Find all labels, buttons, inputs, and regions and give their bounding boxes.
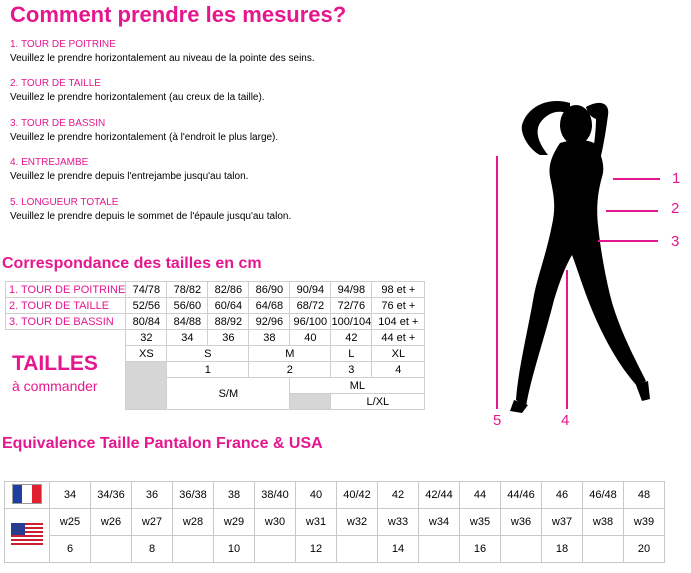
- cell: 82/86: [208, 282, 249, 298]
- cell: 60/64: [208, 298, 249, 314]
- cell: w25: [50, 509, 91, 536]
- cell: w39: [624, 509, 665, 536]
- figure-number-4: 4: [561, 412, 570, 429]
- commander-label: à commander: [12, 378, 98, 394]
- cell: 32: [126, 330, 167, 346]
- cell: 6: [50, 536, 91, 563]
- cell: [501, 536, 542, 563]
- cell: 40: [290, 330, 331, 346]
- cell: 76 et +: [372, 298, 425, 314]
- cell: XS: [126, 346, 167, 362]
- cell: 8: [132, 536, 173, 563]
- cell: 100/104: [331, 315, 372, 328]
- cell: 104 et +: [372, 314, 425, 330]
- cell: 34: [167, 330, 208, 346]
- measure-5: [10, 196, 291, 224]
- cell: w28: [173, 509, 214, 536]
- table-row: [6, 330, 425, 346]
- cell: w37: [542, 509, 583, 536]
- flag-cell: [5, 509, 50, 563]
- cell: 40/42: [337, 482, 378, 509]
- measure-heading: 5. LONGUEUR TOTALE: [10, 197, 119, 208]
- cell: 20: [624, 536, 665, 563]
- size-table-title: Correspondance des tailles en cm: [2, 255, 262, 272]
- cell: 52/56: [126, 298, 167, 314]
- cell: w32: [337, 509, 378, 536]
- cell: 38: [249, 330, 290, 346]
- measure-text: Veuillez le prendre horizontalement au niveau de la pointe des seins.: [10, 53, 315, 64]
- row-label: 1. TOUR DE POITRINE: [6, 282, 126, 298]
- cell: 90/94: [290, 282, 331, 298]
- cell: L: [331, 346, 372, 362]
- cell: 64/68: [249, 298, 290, 314]
- cell: 2: [249, 362, 331, 378]
- figure-number-5: 5: [493, 412, 502, 429]
- usa-flag-icon: [11, 523, 43, 545]
- measure-3: [10, 117, 278, 145]
- cell: 34/36: [91, 482, 132, 509]
- cell: w36: [501, 509, 542, 536]
- cell: w27: [132, 509, 173, 536]
- cell: 68/72: [290, 298, 331, 314]
- row-label: 2. TOUR DE TAILLE: [6, 298, 126, 314]
- cell: 44/46: [501, 482, 542, 509]
- table-row: [6, 314, 425, 330]
- cell: [91, 536, 132, 563]
- figure-number-1: 1: [672, 170, 681, 187]
- cell: 98 et +: [372, 282, 425, 298]
- cell: 36: [208, 330, 249, 346]
- cell: w33: [378, 509, 419, 536]
- equivalence-title: Equivalence Taille Pantalon France & USA: [2, 435, 323, 452]
- cell: 18: [542, 536, 583, 563]
- cell: 94/98: [331, 282, 372, 298]
- figure-body: [516, 140, 646, 407]
- cell: 44: [460, 482, 501, 509]
- figure-number-3: 3: [671, 233, 680, 250]
- cell: w38: [583, 509, 624, 536]
- measure-heading: 3. TOUR DE BASSIN: [10, 118, 106, 129]
- cell: w35: [460, 509, 501, 536]
- flag-cell: [5, 482, 50, 509]
- cell: 56/60: [167, 298, 208, 314]
- cell: L/XL: [331, 394, 425, 410]
- cell: 1: [167, 362, 249, 378]
- cell: 86/90: [249, 282, 290, 298]
- cell: 40: [296, 482, 337, 509]
- measure-line-1: [613, 178, 660, 180]
- cell: 46: [542, 482, 583, 509]
- cell: 84/88: [167, 314, 208, 330]
- cell: 38/40: [255, 482, 296, 509]
- cell: w30: [255, 509, 296, 536]
- cell: 38: [214, 482, 255, 509]
- measure-1: [10, 38, 315, 66]
- cell: 78/82: [167, 282, 208, 298]
- measure-text: Veuillez le prendre depuis le sommet de l'épaule jusqu'au talon.: [10, 211, 292, 222]
- cell: 14: [378, 536, 419, 563]
- table-row-usa-numeric: [5, 536, 665, 563]
- cell: [419, 536, 460, 563]
- cell: [126, 362, 167, 410]
- measure-text: Veuillez le prendre horizontalement (à l'endroit le plus large).: [10, 132, 279, 143]
- cell: w31: [296, 509, 337, 536]
- cell: 42: [378, 482, 419, 509]
- row-label: 3. TOUR DE BASSIN: [6, 314, 126, 330]
- cell: [337, 536, 378, 563]
- measure-line-3: [598, 240, 658, 242]
- cell: w29: [214, 509, 255, 536]
- cell: [173, 536, 214, 563]
- cell: M: [249, 346, 331, 362]
- cell: 92/96: [249, 314, 290, 330]
- cell: ML: [290, 378, 425, 394]
- table-row: [6, 282, 425, 298]
- cell: 10: [214, 536, 255, 563]
- cell: [290, 394, 331, 410]
- cell: 34: [50, 482, 91, 509]
- cell: 36: [132, 482, 173, 509]
- cell: w26: [91, 509, 132, 536]
- tailles-label: TAILLES: [12, 352, 98, 375]
- cell: 36/38: [173, 482, 214, 509]
- cell: 96/100: [290, 314, 331, 330]
- cell: 48: [624, 482, 665, 509]
- cell: 74/78: [126, 282, 167, 298]
- cell: 72/76: [331, 298, 372, 314]
- silhouette-figure: [510, 95, 660, 415]
- figure-number-2: 2: [671, 200, 680, 217]
- cell: 44 et +: [372, 330, 425, 346]
- page-title: Comment prendre les mesures?: [10, 2, 347, 27]
- measure-text: Veuillez le prendre depuis l'entrejambe jusqu'au talon.: [10, 171, 249, 182]
- measure-heading: 1. TOUR DE POITRINE: [10, 39, 116, 50]
- cell: 42: [331, 330, 372, 346]
- cell: w34: [419, 509, 460, 536]
- cell: S/M: [167, 378, 290, 410]
- cell: 3: [331, 362, 372, 378]
- measure-text: Veuillez le prendre horizontalement (au creux de la taille).: [10, 92, 265, 103]
- table-row: [6, 298, 425, 314]
- measure-line-5: [496, 156, 498, 409]
- cell: 80/84: [126, 314, 167, 330]
- measure-2: [10, 77, 265, 105]
- cell: [583, 536, 624, 563]
- cell: 46/48: [583, 482, 624, 509]
- cell: 42/44: [419, 482, 460, 509]
- table-row-france: [5, 482, 665, 509]
- cell: [255, 536, 296, 563]
- cell: S: [167, 346, 249, 362]
- cell: 12: [296, 536, 337, 563]
- measure-line-4: [566, 270, 568, 409]
- measure-line-2: [606, 210, 658, 212]
- table-row-usa: [5, 509, 665, 536]
- measure-heading: 2. TOUR DE TAILLE: [10, 78, 101, 89]
- france-flag-icon: [12, 484, 42, 504]
- equivalence-table: [4, 481, 665, 563]
- cell: 88/92: [208, 314, 249, 330]
- cell: 4: [372, 362, 425, 378]
- cell: 16: [460, 536, 501, 563]
- cell: XL: [372, 346, 425, 362]
- measure-heading: 4. ENTREJAMBE: [10, 157, 89, 168]
- measure-4: [10, 156, 248, 184]
